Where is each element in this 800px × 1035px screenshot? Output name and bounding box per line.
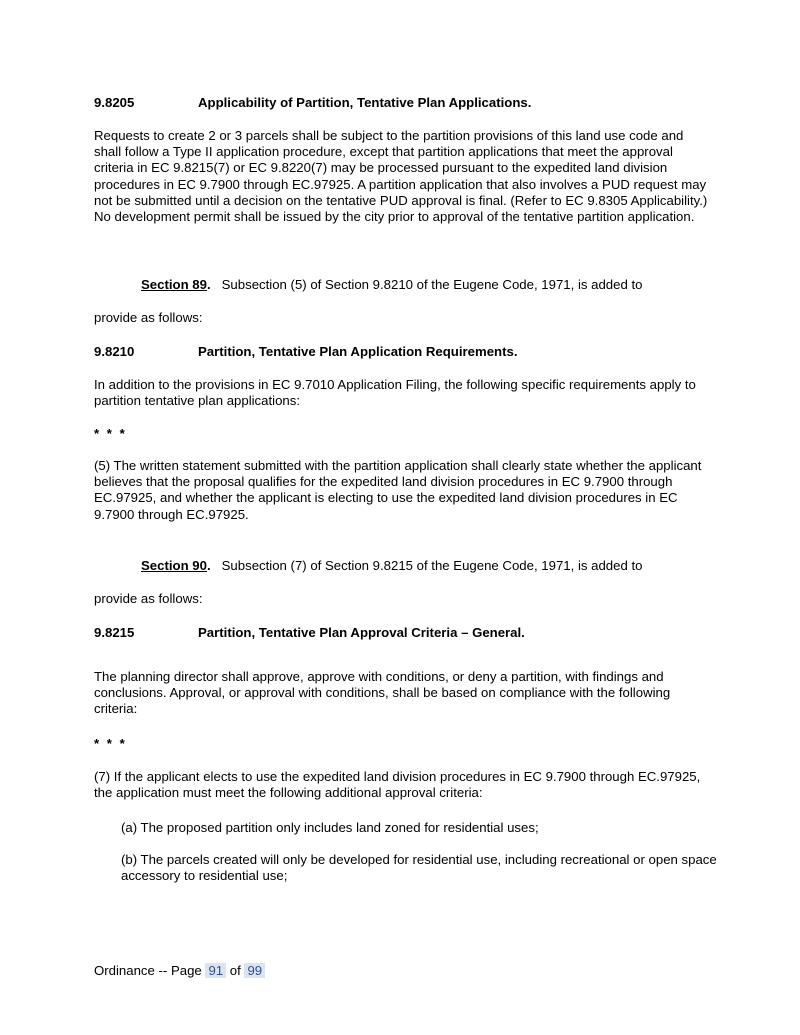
section-heading-9-8205 (94, 95, 531, 111)
page-total: 99 (244, 963, 265, 978)
section-89-continuation: provide as follows: (94, 310, 203, 325)
section-heading-9-8215 (94, 625, 525, 641)
paragraph-9-8210: In addition to the provisions in EC 9.7010 Application Filing, the following specific requirements apply to partition tentative plan applications: (94, 377, 696, 409)
page-number: 91 (205, 963, 226, 978)
subsection-5: (5) The written statement submitted with the partition application shall clearly state whether the applicant believes that the proposal qualifies for the expedited land division procedures in EC 9.7900 through EC.97925, and whether the applicant is electing to use the expedited land division procedures in EC 9.7900 through EC.97925. (94, 458, 702, 522)
heading-title: Partition, Tentative Plan Approval Criteria – General. (198, 625, 525, 640)
heading-title: Applicability of Partition, Tentative Plan Applications. (198, 95, 532, 110)
footer-prefix: Ordinance -- Page (94, 963, 202, 978)
section-90-line (141, 558, 642, 574)
section-label: Section 89. (141, 277, 211, 292)
section-heading-9-8210 (94, 344, 517, 360)
omission-stars: * * * (94, 426, 127, 441)
heading-number: 9.8215 (94, 625, 135, 640)
section-89-line (141, 277, 642, 293)
criterion-b: (b) The parcels created will only be developed for residential use, including recreational or open space accessory to residential use; (121, 852, 717, 884)
section-text: Subsection (5) of Section 9.8210 of the Eugene Code, 1971, is added to (221, 277, 643, 292)
heading-title: Partition, Tentative Plan Application Requirements. (198, 344, 518, 359)
heading-number: 9.8210 (94, 344, 135, 359)
paragraph-9-8205: Requests to create 2 or 3 parcels shall be subject to the partition provisions of this land use code and shall follow a Type II application procedure, except that partition applications that meet the approval criteria in EC 9.8215(7) or EC 9.8220(7) may be processed pursuant to the expedited land division procedures in EC 9.7900 through EC.97925. A partition application that also involves a PUD request may not be submitted until a decision on the tentative PUD approval is final. (Refer to EC 9.8305 Applicability.) No development permit shall be issued by the city prior to approval of the tentative partition application. (94, 128, 708, 225)
omission-stars: * * * (94, 736, 127, 751)
page-footer (94, 963, 265, 979)
subsection-7: (7) If the applicant elects to use the expedited land division procedures in EC 9.7900 through EC.97925, the application must meet the following additional approval criteria: (94, 769, 701, 801)
section-90-continuation: provide as follows: (94, 591, 203, 606)
section-label: Section 90. (141, 558, 211, 573)
section-text: Subsection (7) of Section 9.8215 of the Eugene Code, 1971, is added to (221, 558, 643, 573)
heading-number: 9.8205 (94, 95, 135, 110)
criterion-a: (a) The proposed partition only includes land zoned for residential uses; (121, 820, 539, 835)
footer-of: of (229, 963, 241, 978)
paragraph-9-8215: The planning director shall approve, approve with conditions, or deny a partition, with findings and conclusions. Approval, or approval with conditions, shall be based on compliance with the following criteria: (94, 669, 671, 717)
